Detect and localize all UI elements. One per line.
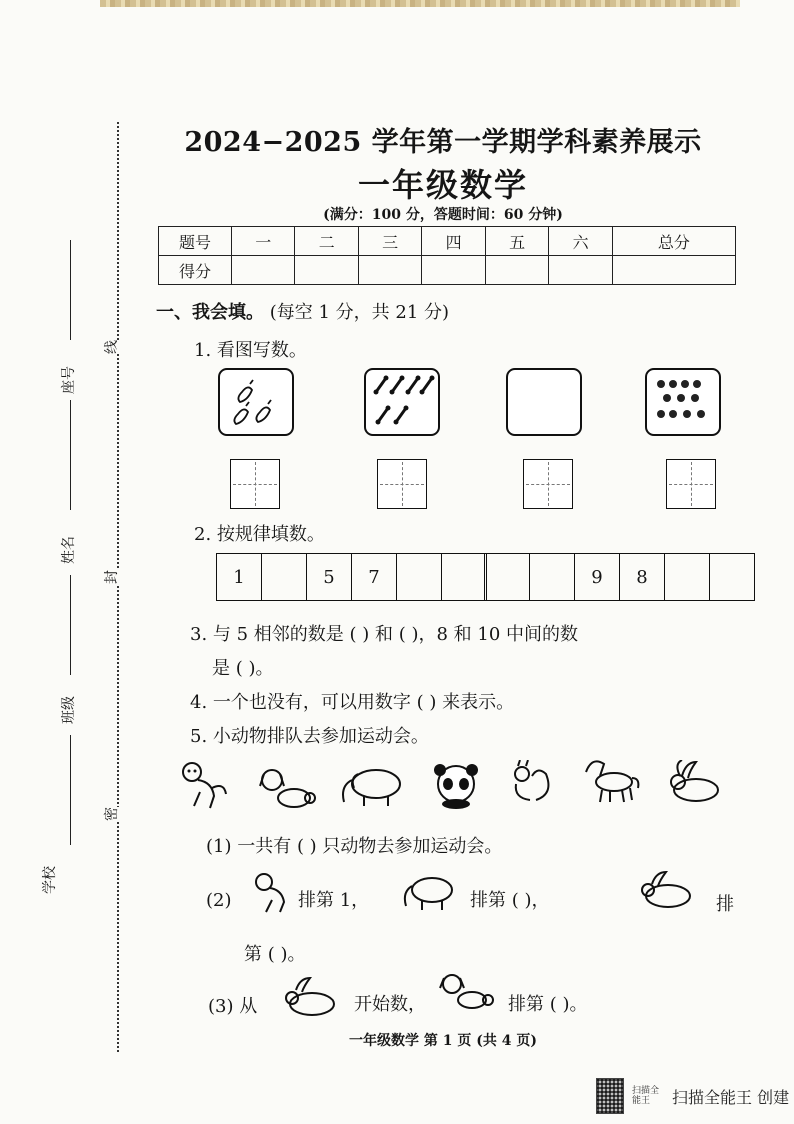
question-5-2-b: 排第 ( )， bbox=[470, 890, 550, 911]
rabbit-icon bbox=[628, 870, 698, 910]
score-cell[interactable] bbox=[358, 256, 421, 285]
sequence-cell[interactable]: 8 bbox=[619, 554, 664, 600]
rabbit-icon bbox=[272, 976, 344, 1018]
bone-icon bbox=[366, 370, 438, 434]
question-5-1: (1) 一共有 ( ) 只动物去参加运动会。 bbox=[206, 836, 503, 857]
sequence-cell[interactable]: 1 bbox=[233, 566, 245, 588]
score-table bbox=[158, 226, 736, 285]
picture-box-mushrooms bbox=[645, 368, 721, 436]
answer-grid[interactable] bbox=[230, 459, 280, 509]
score-cell[interactable] bbox=[232, 256, 295, 285]
sequence-cell[interactable] bbox=[396, 554, 441, 600]
sequence-cell[interactable] bbox=[529, 554, 574, 600]
section-note: (每空 1 分，共 21 分) bbox=[269, 302, 450, 323]
question-1: 1. 看图写数。 bbox=[194, 340, 307, 361]
question-5-2-a: 排第 1， bbox=[298, 890, 370, 911]
score-header-cell: 题号 bbox=[159, 227, 232, 256]
score-header-cell: 三 bbox=[358, 227, 421, 256]
seat-line bbox=[70, 240, 71, 340]
name-line bbox=[70, 400, 71, 510]
name-label: 姓名 bbox=[61, 536, 77, 564]
monkey-icon bbox=[178, 758, 234, 810]
mushroom-icon bbox=[647, 370, 719, 434]
score-header-cell: 一 bbox=[232, 227, 295, 256]
monkey-icon bbox=[252, 870, 296, 916]
score-header-cell: 六 bbox=[549, 227, 612, 256]
sequence-cell[interactable]: 5 bbox=[306, 554, 351, 600]
panda-icon bbox=[428, 762, 484, 810]
score-header-row bbox=[159, 227, 736, 256]
question-5-2-d: 第 ( )。 bbox=[244, 944, 306, 965]
answer-grid[interactable] bbox=[666, 459, 716, 509]
question-5-3-number: (3) 从 bbox=[208, 996, 258, 1017]
score-cell[interactable] bbox=[612, 256, 735, 285]
section-title: 一、我会填。 bbox=[156, 302, 264, 323]
scanner-watermark bbox=[596, 1078, 789, 1114]
pepper-icon bbox=[220, 370, 292, 434]
dog-icon bbox=[438, 972, 496, 1012]
score-row bbox=[159, 256, 736, 285]
exam-info: (满分：100 分，答题时间：60 分钟) bbox=[323, 207, 563, 223]
question-4: 4. 一个也没有，可以用数字 ( ) 来表示。 bbox=[190, 692, 515, 713]
question-3a: 3. 与 5 相邻的数是 ( ) 和 ( )，8 和 10 中间的数 bbox=[190, 624, 579, 645]
score-header-cell: 二 bbox=[295, 227, 358, 256]
question-3b: 是 ( )。 bbox=[212, 658, 274, 679]
seat-label: 座号 bbox=[61, 366, 77, 394]
section-heading bbox=[156, 298, 449, 324]
sequence-cell[interactable]: 9 bbox=[574, 554, 619, 600]
score-cell[interactable] bbox=[295, 256, 358, 285]
sequence-cell[interactable] bbox=[664, 554, 709, 600]
dog-icon bbox=[258, 766, 318, 810]
exam-subject: 一年级数学 bbox=[357, 166, 528, 204]
binding-dotted-line bbox=[117, 122, 119, 1052]
page-footer: 一年级数学 第 1 页 (共 4 页) bbox=[349, 1033, 537, 1049]
question-5-3-a: 开始数， bbox=[354, 994, 426, 1015]
squirrel-icon bbox=[506, 760, 556, 806]
score-header-cell: 五 bbox=[485, 227, 548, 256]
question-2: 2. 按规律填数。 bbox=[194, 524, 325, 545]
question-5-3-b: 排第 ( )。 bbox=[508, 994, 588, 1015]
sequence-cell[interactable] bbox=[485, 554, 529, 600]
sequence-cell[interactable] bbox=[261, 554, 306, 600]
class-line bbox=[70, 575, 71, 675]
school-line bbox=[70, 735, 71, 845]
answer-grid[interactable] bbox=[377, 459, 427, 509]
exam-title: 2024−2025 学年第一学期学科素养展示 bbox=[184, 127, 702, 158]
class-label: 班级 bbox=[61, 696, 77, 724]
scanner-label: 扫描全能王 创建 bbox=[672, 1087, 790, 1107]
answer-grid[interactable] bbox=[523, 459, 573, 509]
top-decoration bbox=[100, 0, 740, 7]
seal-feng-word: 封 bbox=[99, 570, 123, 584]
score-header-cell: 四 bbox=[422, 227, 485, 256]
question-5: 5. 小动物排队去参加运动会。 bbox=[190, 726, 429, 747]
scanner-logo-text: 扫描全能王 bbox=[632, 1086, 660, 1106]
picture-box-empty bbox=[506, 368, 582, 436]
seal-line-word: 线 bbox=[99, 340, 123, 354]
question-5-2-number: (2) bbox=[206, 890, 232, 911]
picture-box-bones bbox=[364, 368, 440, 436]
school-label: 学校 bbox=[42, 866, 58, 894]
qr-code-icon bbox=[596, 1078, 624, 1114]
number-sequence-1 bbox=[216, 553, 487, 601]
score-row-label: 得分 bbox=[159, 256, 232, 285]
sequence-cell[interactable] bbox=[709, 554, 754, 600]
score-cell[interactable] bbox=[549, 256, 612, 285]
seal-mi-word: 密 bbox=[99, 807, 123, 821]
rabbit-icon bbox=[656, 760, 728, 804]
score-cell[interactable] bbox=[422, 256, 485, 285]
question-5-2-c: 排 bbox=[716, 894, 734, 915]
sequence-cell[interactable] bbox=[441, 554, 486, 600]
number-sequence-2 bbox=[484, 553, 755, 601]
score-cell[interactable] bbox=[485, 256, 548, 285]
picture-box-peppers bbox=[218, 368, 294, 436]
score-header-cell: 总分 bbox=[612, 227, 735, 256]
horse-icon bbox=[576, 756, 640, 806]
elephant-icon bbox=[336, 764, 408, 808]
sequence-cell[interactable]: 7 bbox=[351, 554, 396, 600]
elephant-icon bbox=[396, 872, 458, 912]
